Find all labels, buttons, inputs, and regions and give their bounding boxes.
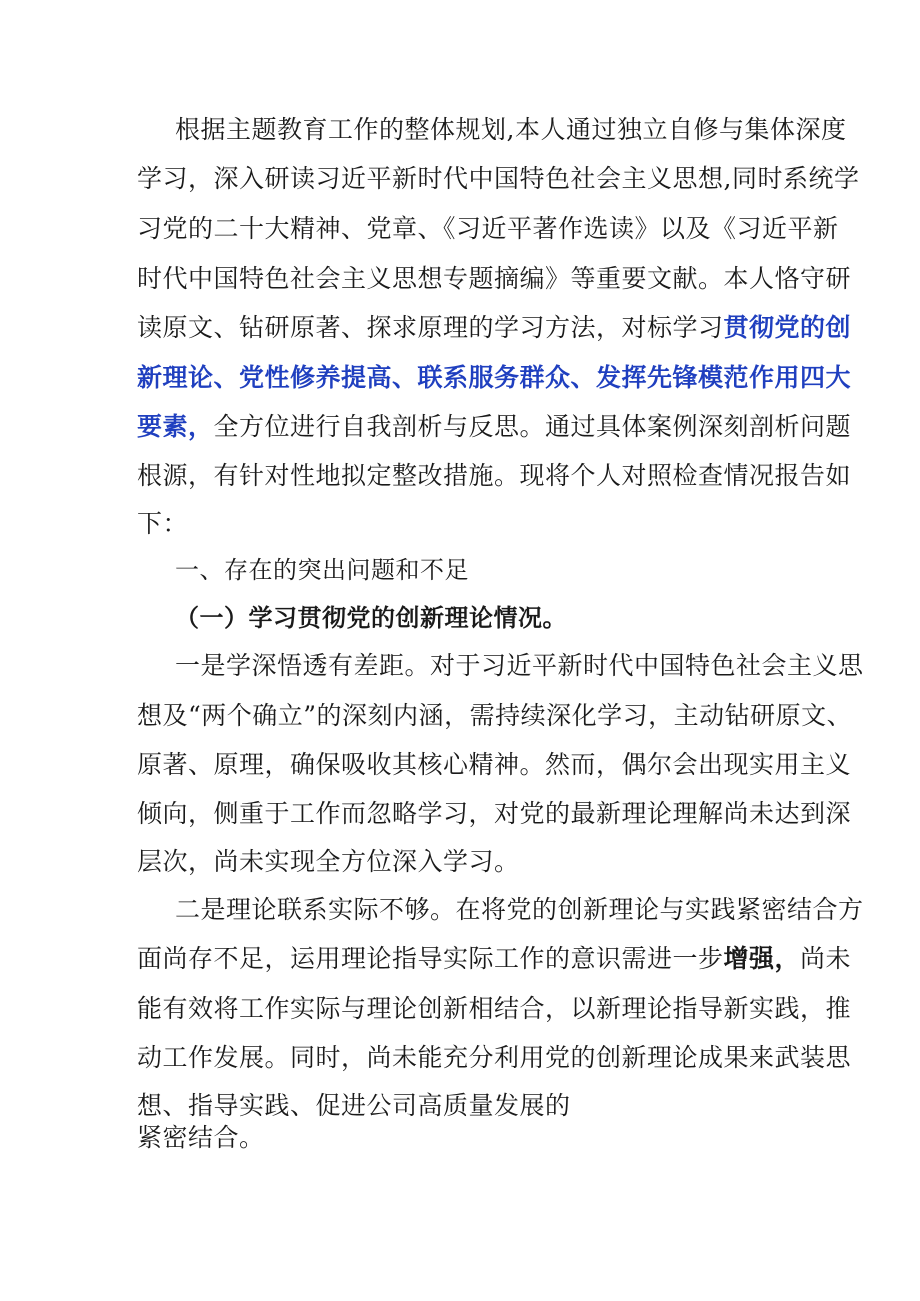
paragraph-1-line-7	[137, 410, 852, 444]
subsection-heading: （一）学习贯彻党的创新理论情况。	[175, 604, 567, 632]
paragraph-3-line-4: 动工作发展。同时，尚未能充分利用党的创新理论成果来武装思	[137, 1043, 852, 1072]
highlight-text: 贯彻党的创	[723, 313, 852, 342]
paragraph-1-line-8: 根源，有针对性地拟定整改措施。现将个人对照检查情况报告如	[137, 461, 852, 490]
paragraph-3-line-1: 二是理论联系实际不够。在将党的创新理论与实践紧密结合方	[175, 895, 864, 924]
paragraph-3-line-5: 想、指导实践、促进公司高质量发展的	[137, 1091, 571, 1120]
paragraph-2-line-4: 倾向，侧重于工作而忽略学习，对党的最新理论理解尚未达到深	[137, 799, 852, 828]
section-heading: 一、存在的突出问题和不足	[175, 556, 469, 584]
paragraph-3-line-2-tail: 尚未	[800, 944, 852, 973]
paragraph-1-line-3: 习党的二十大精神、党章、《习近平著作选读》以及《习近平新	[137, 214, 839, 243]
paragraph-1-line-5	[137, 311, 852, 345]
paragraph-2-line-2: 想及“两个确立”的深刻内涵，需持续深化学习，主动钻研原文、	[137, 701, 853, 730]
paragraph-2-line-1: 一是学深悟透有差距。对于习近平新时代中国特色社会主义思	[175, 651, 864, 680]
paragraph-1-line-5-text: 读原文、钻研原著、探求原理的学习方法，对标学习	[137, 313, 724, 342]
emphasis-text: 增强，	[723, 944, 801, 973]
paragraph-3-line-2	[137, 942, 852, 976]
paragraph-2-line-5: 层次，尚未实现全方位深入学习。	[137, 847, 520, 876]
paragraph-1-line-7-text: 全方位进行自我剖析与反思。通过具体案例深刻剖析问题	[213, 412, 852, 441]
highlight-text: 要素，	[137, 412, 214, 441]
paragraph-3-line-2-text: 面尚存不足，运用理论指导实际工作的意识需进一步	[137, 944, 724, 973]
paragraph-3-line-3: 能有效将工作实际与理论创新相结合，以新理论指导新实践，推	[137, 994, 852, 1023]
paragraph-1-line-9: 下：	[137, 509, 189, 538]
paragraph-2-line-3: 原著、原理，确保吸收其核心精神。然而，偶尔会出现实用主义	[137, 750, 852, 779]
paragraph-1-line-6-highlight: 新理论、党性修养提高、联系服务群众、发挥先锋模范作用四大	[137, 363, 852, 392]
paragraph-3-line-6: 紧密结合。	[137, 1123, 265, 1152]
paragraph-1-line-2: 学习，深入研读习近平新时代中国特色社会主义思想,同时系统学	[137, 164, 860, 193]
paragraph-1-line-4: 时代中国特色社会主义思想专题摘编》等重要文献。本人恪守研	[137, 264, 852, 293]
paragraph-1-line-1: 根据主题教育工作的整体规划,本人通过独立自修与集体深度	[175, 115, 847, 144]
